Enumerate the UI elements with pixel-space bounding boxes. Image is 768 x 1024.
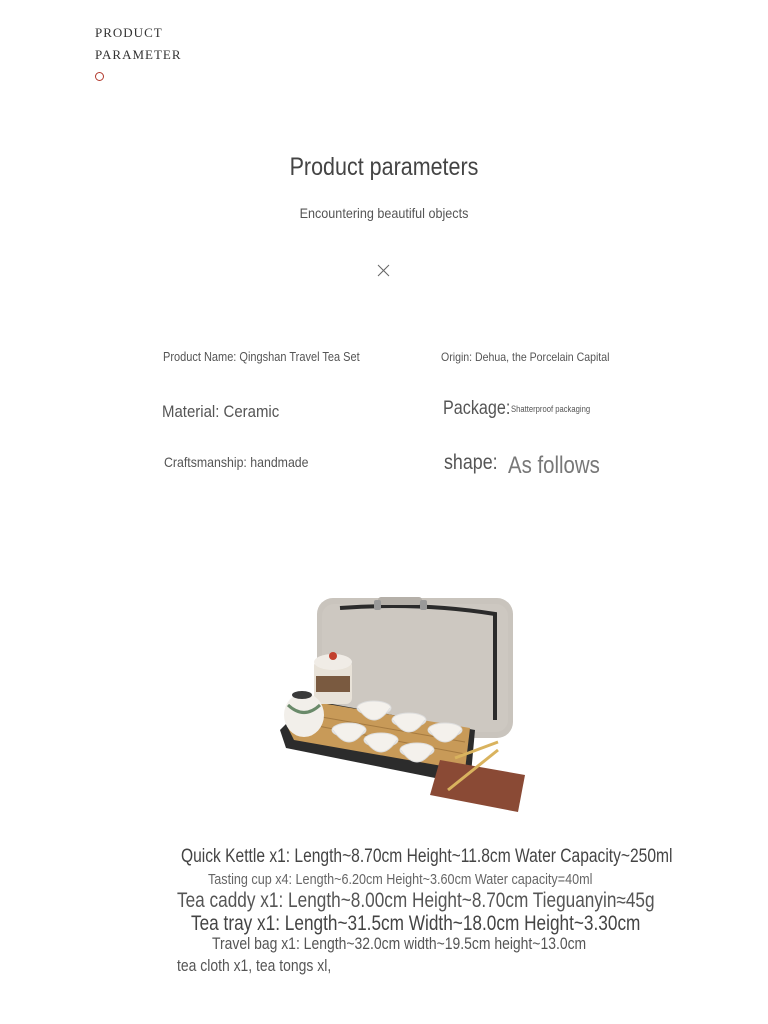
param-shape-label: shape: [444, 451, 498, 474]
param-craftsmanship: Craftsmanship: handmade [164, 454, 309, 470]
param-package-label: Package: [443, 398, 511, 419]
cross-icon [377, 264, 390, 277]
section-subtitle: Encountering beautiful objects [299, 205, 469, 221]
spec-travel-bag: Travel bag x1: Length~32.0cm width~19.5cm height~13.0cm [212, 934, 587, 953]
param-origin: Origin: Dehua, the Porcelain Capital [441, 350, 610, 364]
corner-label-line1: PRODUCT [95, 25, 163, 40]
spec-quick-kettle: Quick Kettle x1: Length~8.70cm Height~11.8cm Water Capacity~250ml [181, 846, 673, 867]
param-shape-value: As follows [508, 452, 600, 479]
param-material: Material: Ceramic [162, 402, 280, 421]
quick-kettle [284, 693, 324, 737]
spec-accessories: tea cloth x1, tea tongs xl, [177, 956, 332, 975]
small-circle-icon [95, 72, 104, 81]
section-title: Product parameters [289, 153, 479, 181]
spec-tea-tray: Tea tray x1: Length~31.5cm Width~18.0cm Height~3.30cm [191, 912, 641, 935]
param-product-name: Product Name: Qingshan Travel Tea Set [163, 350, 360, 364]
spec-tea-caddy: Tea caddy x1: Length~8.00cm Height~8.70cm Tieguanyin≈45g [177, 889, 655, 912]
tea-set-product-image [270, 580, 530, 815]
corner-label [95, 22, 182, 66]
corner-label-line2: PARAMETER [95, 47, 182, 62]
param-package-value: Shatterproof packaging [511, 404, 591, 414]
spec-tasting-cup: Tasting cup x4: Length~6.20cm Height~3.60cm Water capacity=40ml [208, 871, 593, 888]
